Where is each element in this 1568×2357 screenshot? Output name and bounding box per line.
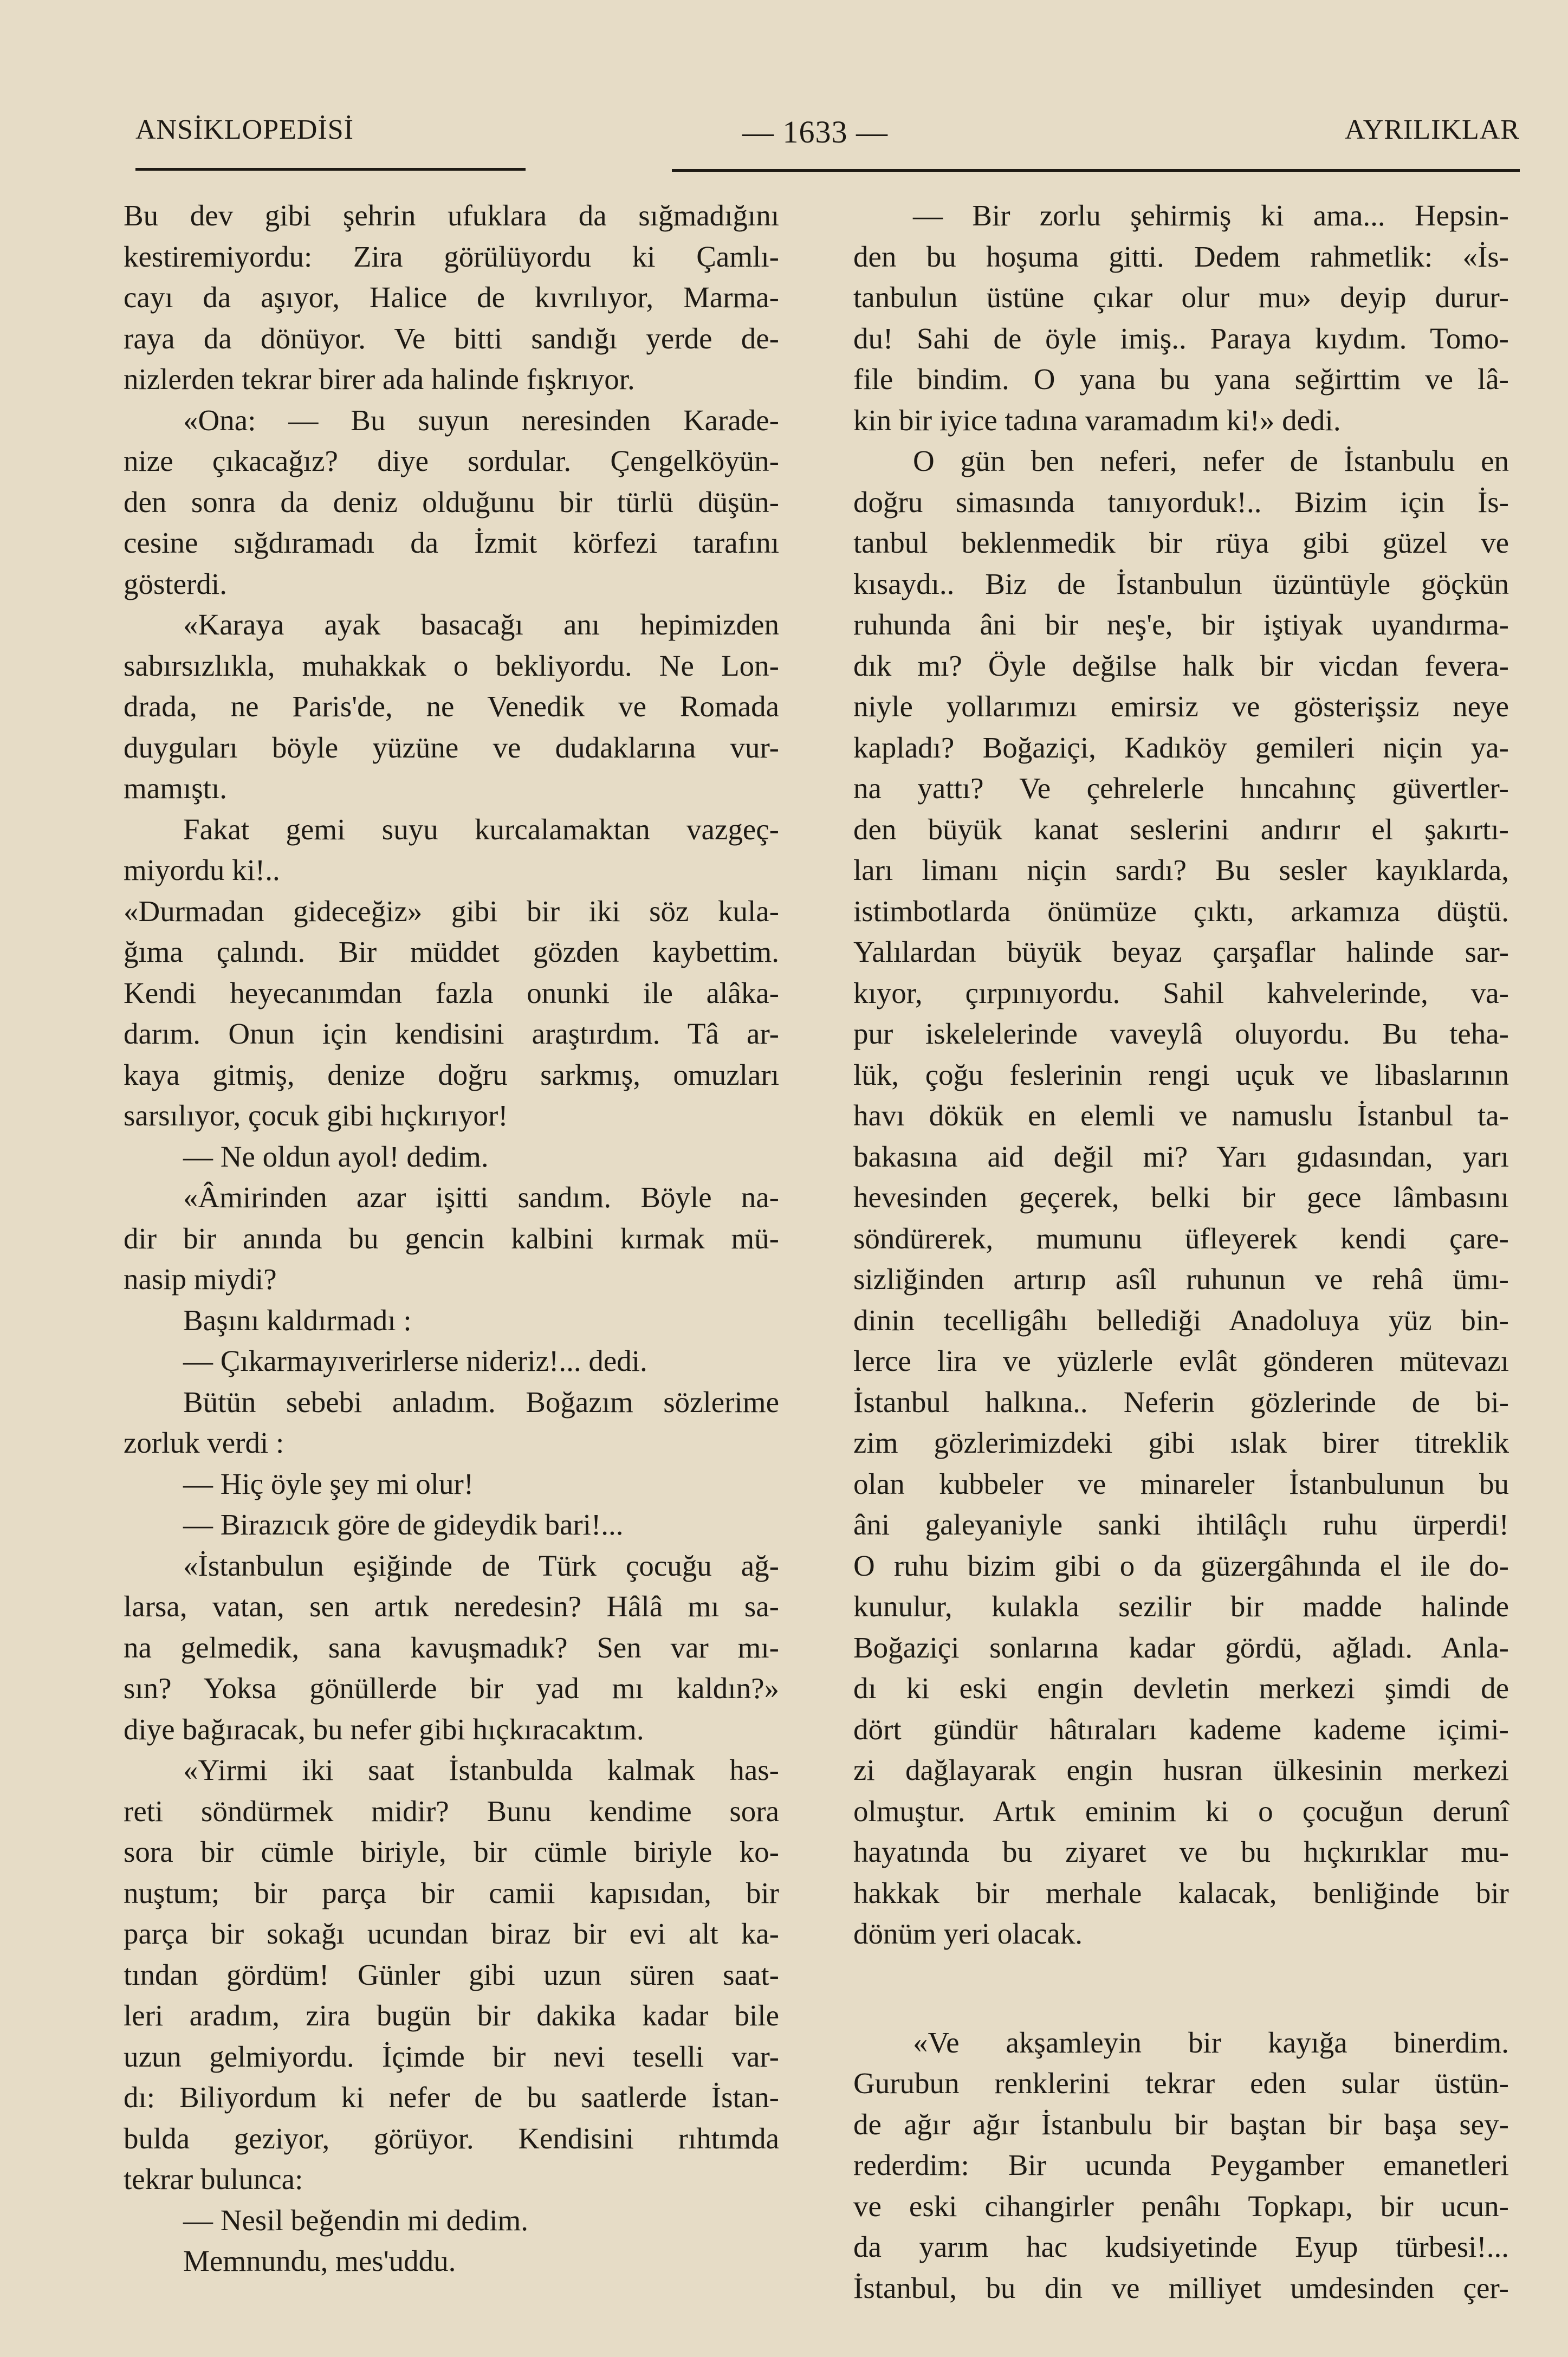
text-line: niyle yollarımızı emirsiz ve gösterişsiz neye (853, 690, 1509, 723)
text-line: raya da dönüyor. Ve bitti sandığı yerde de- (124, 321, 779, 355)
text-line: tanbul beklenmedik bir rüya gibi güzel ve (853, 526, 1509, 559)
text-line: «Karaya ayak basacağı anı hepimizden (183, 608, 779, 641)
text-line: larsa, vatan, sen artık neredesin? Hâlâ mı sa- (124, 1590, 779, 1623)
text-line: cayı da aşıyor, Halice de kıvrılıyor, Marma- (124, 281, 779, 314)
text-line: den büyük kanat seslerini andırır el şakırtı- (853, 812, 1509, 846)
text-line: — Çıkarmayıverirlerse nideriz!... dedi. (183, 1344, 647, 1377)
text-line: den bu hoşuma gitti. Dedem rahmetlik: «İs- (853, 239, 1509, 273)
text-line: dı: Biliyordum ki nefer de bu saatlerde İstan- (124, 2081, 779, 2114)
text-line: darım. Onun için kendisini araştırdım. Tâ ar- (124, 1017, 779, 1050)
text-line: de ağır ağır İstanbulu bir baştan bir başa sey- (853, 2107, 1509, 2141)
text-line: miyordu ki!.. (124, 853, 280, 886)
text-line: — Ne oldun ayol! dedim. (183, 1139, 489, 1173)
text-line: cesine sığdıramadı da İzmit körfezi tarafını (124, 526, 779, 559)
text-line: na yattı? Ve çehrelerle hıncahınç güvertler- (853, 772, 1509, 805)
text-line: sizliğinden artırıp asîl ruhunun ve rehâ ümı- (853, 1262, 1509, 1296)
text-line: Memnundu, mes'uddu. (183, 2244, 456, 2277)
text-line: ruhunda âni bir neş'e, bir iştiyak uyandırma- (853, 608, 1509, 641)
text-block-right-upper (853, 195, 1509, 1954)
text-line: Gurubun renklerini tekrar eden sular üstün- (853, 2067, 1509, 2100)
text-line: nizlerden tekrar birer ada halinde fışkrıyor. (124, 362, 635, 396)
text-line: «Ona: — Bu suyun neresinden Karade- (183, 403, 779, 437)
text-line: ğıma çalındı. Bir müddet gözden kaybettim. (124, 935, 779, 968)
text-line: zorluk verdi : (124, 1426, 284, 1459)
page-number: — 1633 — (742, 114, 888, 150)
text-line: kısaydı.. Biz de İstanbulun üzüntüyle göçkün (853, 567, 1509, 600)
text-line: dönüm yeri olacak. (853, 1917, 1083, 1950)
text-line: «Âmirinden azar işitti sandım. Böyle na- (183, 1181, 779, 1214)
text-line: mamıştı. (124, 772, 227, 805)
text-line: kaya gitmiş, denize doğru sarkmış, omuzları (124, 1058, 779, 1091)
text-line: hakkak bir merhale kalacak, benliğinde bir (853, 1876, 1509, 1909)
text-line: «İstanbulun eşiğinde de Türk çocuğu ağ- (183, 1549, 779, 1582)
text-line: drada, ne Paris'de, ne Venedik ve Romada (124, 690, 779, 723)
text-line: ve eski cihangirler penâhı Topkapı, bir ucun- (853, 2189, 1509, 2223)
text-line: zim gözlerimizdeki gibi ıslak birer titreklik (853, 1426, 1509, 1459)
text-line: nize çıkacağız? diye sordular. Çengelköyün- (124, 444, 779, 477)
text-line: İstanbul, bu din ve milliyet umdesinden çer- (853, 2271, 1509, 2304)
text-column-right (853, 195, 1509, 2308)
text-line: bakasına aid değil mi? Yarı gıdasından, yarı (853, 1139, 1509, 1173)
text-line: pur iskelelerinde vaveylâ oluyordu. Bu teha- (853, 1017, 1509, 1050)
text-line: olan kubbeler ve minareler İstanbulunun bu (853, 1467, 1509, 1500)
text-line: file bindim. O yana bu yana seğirttim ve lâ- (853, 362, 1509, 396)
text-line: Bu dev gibi şehrin ufuklara da sığmadığını (124, 199, 779, 232)
text-line: «Yirmi iki saat İstanbulda kalmak has- (183, 1753, 779, 1786)
text-line: kunulur, kulakla sezilir bir madde halinde (853, 1590, 1509, 1623)
text-line: dı ki eski engin devletin merkezi şimdi de (853, 1672, 1509, 1705)
text-line: reti söndürmek midir? Bunu kendime sora (124, 1794, 779, 1828)
text-line: söndürerek, mumunu üfleyerek kendi çare- (853, 1221, 1509, 1255)
text-line: sabırsızlıkla, muhakkak o bekliyordu. Ne Lon- (124, 649, 779, 682)
text-line: den sonra da deniz olduğunu bir türlü düşün- (124, 485, 779, 519)
text-line: sora bir cümle biriyle, bir cümle biriyle ko- (124, 1835, 779, 1868)
text-line: dört gündür hâtıraları kademe kademe içimi- (853, 1712, 1509, 1746)
text-line: lerce lira ve yüzlerle evlât gönderen mütevazı (853, 1344, 1509, 1377)
text-line: kestiremiyordu: Zira görülüyordu ki Çamlı- (124, 239, 779, 273)
header-rule-right (672, 169, 1520, 172)
running-title-left: ANSİKLOPEDİSİ (135, 114, 354, 145)
text-line: na gelmedik, sana kavuşmadık? Sen var mı- (124, 1630, 779, 1664)
text-line: — Hiç öyle şey mi olur! (183, 1467, 474, 1500)
text-line: İstanbul halkına.. Neferin gözlerinde de bi- (853, 1385, 1509, 1419)
text-line: sın? Yoksa gönüllerde bir yad mı kaldın?» (124, 1672, 779, 1705)
text-line: nasip miydi? (124, 1262, 277, 1296)
section-gap (853, 1954, 1509, 2022)
text-line: parça bir sokağı ucundan biraz bir evi alt ka- (124, 1917, 779, 1950)
text-line: duyguları böyle yüzüne ve dudaklarına vur- (124, 730, 779, 764)
text-line: Yalılardan büyük beyaz çarşaflar halinde sar- (853, 935, 1509, 968)
text-line: du! Sahi de öyle imiş.. Paraya kıydım. Tomo- (853, 321, 1509, 355)
text-line: — Nesil beğendin mi dedim. (183, 2203, 528, 2237)
text-line: hayatında bu ziyaret ve bu hıçkırıklar mu- (853, 1835, 1509, 1868)
text-line: zi dağlayarak engin husran ülkesinin merkezi (853, 1753, 1509, 1786)
page-header (135, 114, 1520, 152)
text-line: Bütün sebebi anladım. Boğazım sözlerime (183, 1385, 779, 1419)
text-line: dinin tecelligâhı bellediği Anadoluya yüz bin- (853, 1303, 1509, 1337)
text-line: O gün ben neferi, nefer de İstanbulu en (913, 444, 1509, 477)
text-column-left (124, 195, 779, 2282)
text-line: — Bir zorlu şehirmiş ki ama... Hepsin- (913, 199, 1509, 232)
text-line: Kendi heyecanımdan fazla onunki ile alâka- (124, 976, 779, 1009)
text-line: «Ve akşamleyin bir kayığa binerdim. (913, 2025, 1509, 2059)
text-line: leri aradım, zira bugün bir dakika kadar bile (124, 1999, 779, 2032)
text-line: O ruhu bizim gibi o da güzergâhında el ile do- (853, 1549, 1509, 1582)
text-line: nuştum; bir parça bir camii kapısıdan, bir (124, 1876, 779, 1909)
text-line: Boğaziçi sonlarına kadar gördü, ağladı. Anla- (853, 1630, 1509, 1664)
text-line: tından gördüm! Günler gibi uzun süren saat- (124, 1958, 779, 1991)
text-line: rederdim: Bir ucunda Peygamber emanetleri (853, 2148, 1509, 2181)
running-title-right: AYRILIKLAR (1345, 114, 1520, 145)
text-line: lük, çoğu feslerinin rengi uçuk ve libaslarının (853, 1058, 1509, 1091)
text-line: — Birazıcık göre de gideydik bari!... (183, 1508, 624, 1541)
text-line: âni galeyaniyle sanki ihtilâçlı ruhu ürperdi! (853, 1508, 1509, 1541)
text-line: ları limanı niçin sardı? Bu sesler kayıklarda, (853, 853, 1509, 886)
text-line: uzun gelmiyordu. İçimde bir nevi teselli var- (124, 2039, 779, 2073)
text-line: Fakat gemi suyu kurcalamaktan vazgeç- (183, 812, 779, 846)
text-line: olmuştur. Artık eminim ki o çocuğun derunî (853, 1794, 1509, 1828)
text-line: diye bağıracak, bu nefer gibi hıçkıracaktım. (124, 1712, 644, 1746)
text-line: havı dökük en elemli ve namuslu İstanbul ta- (853, 1099, 1509, 1132)
text-line: «Durmadan gideceğiz» gibi bir iki söz kula- (124, 894, 779, 928)
text-line: hevesinden geçerek, belki bir gece lâmbasını (853, 1181, 1509, 1214)
text-line: Başını kaldırmadı : (183, 1303, 412, 1337)
text-line: kapladı? Boğaziçi, Kadıköy gemileri niçin ya- (853, 730, 1509, 764)
text-line: doğru simasında tanıyorduk!.. Bizim için İs- (853, 485, 1509, 519)
text-line: tanbulun üstüne çıkar olur mu» deyip durur- (853, 281, 1509, 314)
header-rule-left (135, 168, 526, 171)
text-line: kin bir iyice tadına varamadım ki!» dedi. (853, 403, 1341, 437)
text-line: gösterdi. (124, 567, 227, 600)
text-line: kıyor, çırpınıyordu. Sahil kahvelerinde, va- (853, 976, 1509, 1009)
text-line: istimbotlarda önümüze çıktı, arkamıza düştü. (853, 894, 1509, 928)
text-line: da yarım hac kudsiyetinde Eyup türbesi!... (853, 2230, 1509, 2263)
text-line: tekrar bulunca: (124, 2162, 303, 2196)
text-line: bulda geziyor, görüyor. Kendisini rıhtımda (124, 2121, 779, 2155)
text-line: sarsılıyor, çocuk gibi hıçkırıyor! (124, 1099, 508, 1132)
text-line: dık mı? Öyle değilse halk bir vicdan fevera- (853, 649, 1509, 682)
text-block-right-lower (853, 2022, 1509, 2309)
text-line: dir bir anında bu gencin kalbini kırmak mü- (124, 1221, 779, 1255)
